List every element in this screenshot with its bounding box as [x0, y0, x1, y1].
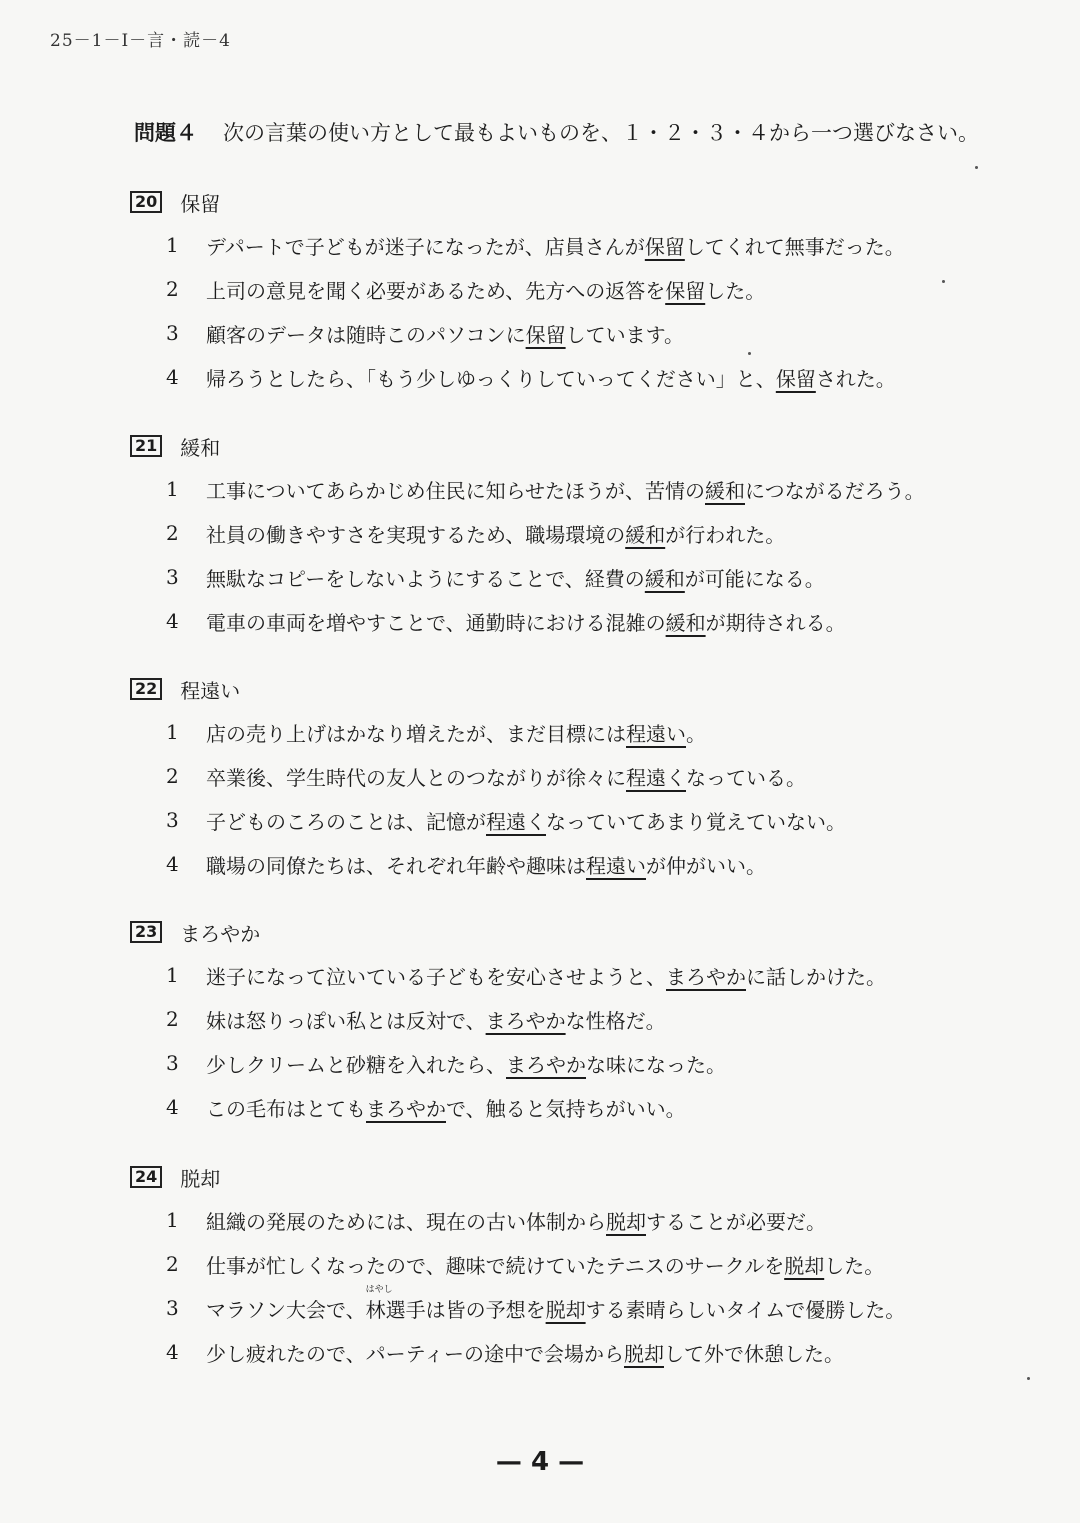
- question-label: 問題４: [134, 121, 197, 145]
- answer-option[interactable]: [166, 474, 925, 504]
- option-target-word: 緩和: [665, 610, 706, 635]
- option-number: 2: [166, 277, 179, 301]
- option-text-before: 仕事が忙しくなったので、趣味で続けていたテニスのサークルを: [206, 1253, 785, 1278]
- answer-option[interactable]: [166, 606, 846, 636]
- option-target-word: 保留: [665, 278, 706, 303]
- option-number: 1: [166, 720, 179, 744]
- option-text-before: 顧客のデータは随時このパソコンに: [206, 322, 526, 347]
- option-text-after: しています。: [565, 322, 685, 347]
- option-text-after: する素晴らしいタイムで優勝した。: [585, 1297, 906, 1322]
- option-text-before: 上司の意見を聞く必要があるため、先方への返答を: [206, 278, 666, 303]
- option-text-before: 店の売り上げはかなり増えたが、まだ目標には: [206, 721, 626, 746]
- option-number: 2: [166, 1007, 179, 1031]
- option-number: 1: [166, 963, 179, 987]
- option-text-after: 。: [686, 721, 706, 746]
- answer-option[interactable]: [166, 1284, 906, 1323]
- page-code: 25－1－Ⅰ－言・読－4: [50, 31, 231, 51]
- option-text-before: 妹は怒りっぽい私とは反対で、: [206, 1008, 486, 1033]
- ruby-base: 林: [365, 1297, 386, 1322]
- option-number: 3: [166, 808, 179, 832]
- option-number: 4: [166, 1095, 179, 1119]
- option-target-word: 程遠く: [486, 809, 546, 834]
- option-number: 2: [166, 521, 179, 545]
- option-target-word: 保留: [644, 234, 685, 259]
- option-number: 3: [166, 1051, 179, 1075]
- answer-option[interactable]: [166, 1004, 666, 1034]
- option-target-word: 程遠く: [626, 765, 686, 790]
- option-number: 3: [166, 321, 179, 345]
- answer-option[interactable]: [166, 1249, 884, 1279]
- question-number-box: 20: [130, 191, 162, 213]
- option-text-after: なっている。: [686, 765, 806, 790]
- option-target-word: 緩和: [625, 522, 666, 547]
- option-text-after: してくれて無事だった。: [684, 234, 905, 259]
- question-header: [130, 431, 220, 461]
- option-text-after: した。: [824, 1253, 885, 1278]
- option-text-before: 無駄なコピーをしないようにすることで、経費の: [206, 566, 645, 591]
- option-text-after: につながるだろう。: [745, 478, 925, 503]
- option-target-word: 緩和: [705, 478, 745, 503]
- option-number: 1: [166, 233, 179, 257]
- question-header: [130, 917, 260, 947]
- option-target-word: 程遠い: [626, 721, 686, 746]
- answer-option[interactable]: [166, 1092, 686, 1122]
- question-instruction: [134, 117, 979, 147]
- option-text-after: された。: [815, 366, 896, 391]
- ruby-annotated-name: [365, 1284, 393, 1323]
- scan-speck: [975, 166, 978, 169]
- option-target-word: まろやか: [485, 1008, 566, 1033]
- answer-option[interactable]: [166, 849, 766, 879]
- target-word: 緩和: [180, 435, 221, 460]
- answer-option[interactable]: [166, 717, 706, 747]
- option-text-before: 子どものころのことは、記憶が: [206, 809, 486, 834]
- option-text-before: 帰ろうとしたら、「もう少しゆっくりしていってください」と、: [206, 366, 776, 391]
- answer-option[interactable]: [166, 805, 846, 835]
- target-word: まろやか: [180, 921, 261, 946]
- option-target-word: まろやか: [666, 964, 746, 989]
- answer-option[interactable]: [166, 518, 785, 548]
- target-word: 脱却: [180, 1166, 221, 1191]
- option-text-after: で、触ると気持ちがいい。: [446, 1096, 686, 1121]
- option-text-after: が仲がいい。: [646, 853, 766, 878]
- option-number: 2: [166, 764, 179, 788]
- option-number: 1: [166, 1208, 179, 1232]
- option-target-word: まろやか: [366, 1096, 446, 1121]
- option-text-after: な性格だ。: [565, 1008, 666, 1033]
- option-text-before: 組織の発展のためには、現在の古い体制から: [206, 1209, 606, 1234]
- option-target-word: 脱却: [545, 1297, 586, 1322]
- option-text-before: マラソン大会で、: [206, 1297, 366, 1322]
- page-number: — 4 —: [495, 1447, 585, 1477]
- option-text-before: 少し疲れたので、パーティーの途中で会場から: [206, 1341, 624, 1366]
- option-text-after: が可能になる。: [684, 566, 825, 591]
- option-text-before: デパートで子どもが迷子になったが、店員さんが: [206, 234, 645, 259]
- option-number: 1: [166, 477, 179, 501]
- option-text-after: が行われた。: [665, 522, 786, 547]
- target-word: 程遠い: [180, 678, 241, 703]
- option-text-before: この毛布はとても: [206, 1096, 366, 1121]
- answer-option[interactable]: [166, 1337, 844, 1367]
- option-text-before: 卒業後、学生時代の友人とのつながりが徐々に: [206, 765, 626, 790]
- question-number-box: 21: [130, 435, 162, 457]
- option-text-middle: 選手は皆の予想を: [385, 1297, 546, 1322]
- answer-option[interactable]: [166, 230, 905, 260]
- answer-option[interactable]: [166, 1048, 726, 1078]
- scan-speck: [942, 280, 945, 283]
- option-target-word: 脱却: [784, 1253, 825, 1278]
- option-target-word: まろやか: [506, 1052, 586, 1077]
- option-text-before: 少しクリームと砂糖を入れたら、: [206, 1052, 506, 1077]
- option-target-word: 保留: [525, 322, 566, 347]
- option-text-after: に話しかけた。: [746, 964, 886, 989]
- furigana: はやし: [365, 1284, 393, 1295]
- option-text-before: 工事についてあらかじめ住民に知らせたほうが、苦情の: [206, 478, 705, 503]
- answer-option[interactable]: [166, 362, 896, 392]
- question-number-box: 23: [130, 921, 162, 943]
- answer-option[interactable]: [166, 274, 765, 304]
- option-text-after: が期待される。: [705, 610, 846, 635]
- option-number: 3: [166, 1296, 179, 1320]
- option-text-before: 迷子になって泣いている子どもを安心させようと、: [206, 964, 666, 989]
- option-text-after: して外で休憩した。: [664, 1341, 844, 1366]
- option-number: 4: [166, 609, 179, 633]
- option-target-word: 脱却: [606, 1209, 646, 1234]
- option-target-word: 緩和: [644, 566, 685, 591]
- option-number: 4: [166, 1340, 179, 1364]
- option-text-after: することが必要だ。: [646, 1209, 826, 1234]
- option-target-word: 保留: [775, 366, 816, 391]
- question-header: [130, 1162, 220, 1192]
- question-number-box: 24: [130, 1166, 162, 1188]
- option-number: 4: [166, 852, 179, 876]
- option-number: 2: [166, 1252, 179, 1276]
- option-text-before: 電車の車両を増やすことで、通勤時における混雑の: [206, 610, 666, 635]
- instruction-text: 次の言葉の使い方として最もよいものを、１・２・３・４から一つ選びなさい。: [223, 121, 979, 145]
- scan-speck: [1027, 1377, 1030, 1380]
- question-header: [130, 674, 240, 704]
- option-target-word: 程遠い: [586, 853, 646, 878]
- scan-speck: [748, 352, 751, 355]
- question-header: [130, 187, 220, 217]
- option-text-after: なっていてあまり覚えていない。: [546, 809, 846, 834]
- option-text-before: 社員の働きやすさを実現するため、職場環境の: [206, 522, 626, 547]
- answer-option[interactable]: [166, 960, 886, 990]
- answer-option[interactable]: [166, 761, 806, 791]
- answer-option[interactable]: [166, 562, 825, 592]
- target-word: 保留: [180, 191, 221, 216]
- option-number: 4: [166, 365, 179, 389]
- answer-option[interactable]: [166, 318, 684, 348]
- option-text-after: した。: [705, 278, 766, 303]
- answer-option[interactable]: [166, 1205, 826, 1235]
- option-target-word: 脱却: [624, 1341, 664, 1366]
- option-text-before: 職場の同僚たちは、それぞれ年齢や趣味は: [206, 853, 586, 878]
- option-number: 3: [166, 565, 179, 589]
- question-number-box: 22: [130, 678, 162, 700]
- option-text-after: な味になった。: [586, 1052, 726, 1077]
